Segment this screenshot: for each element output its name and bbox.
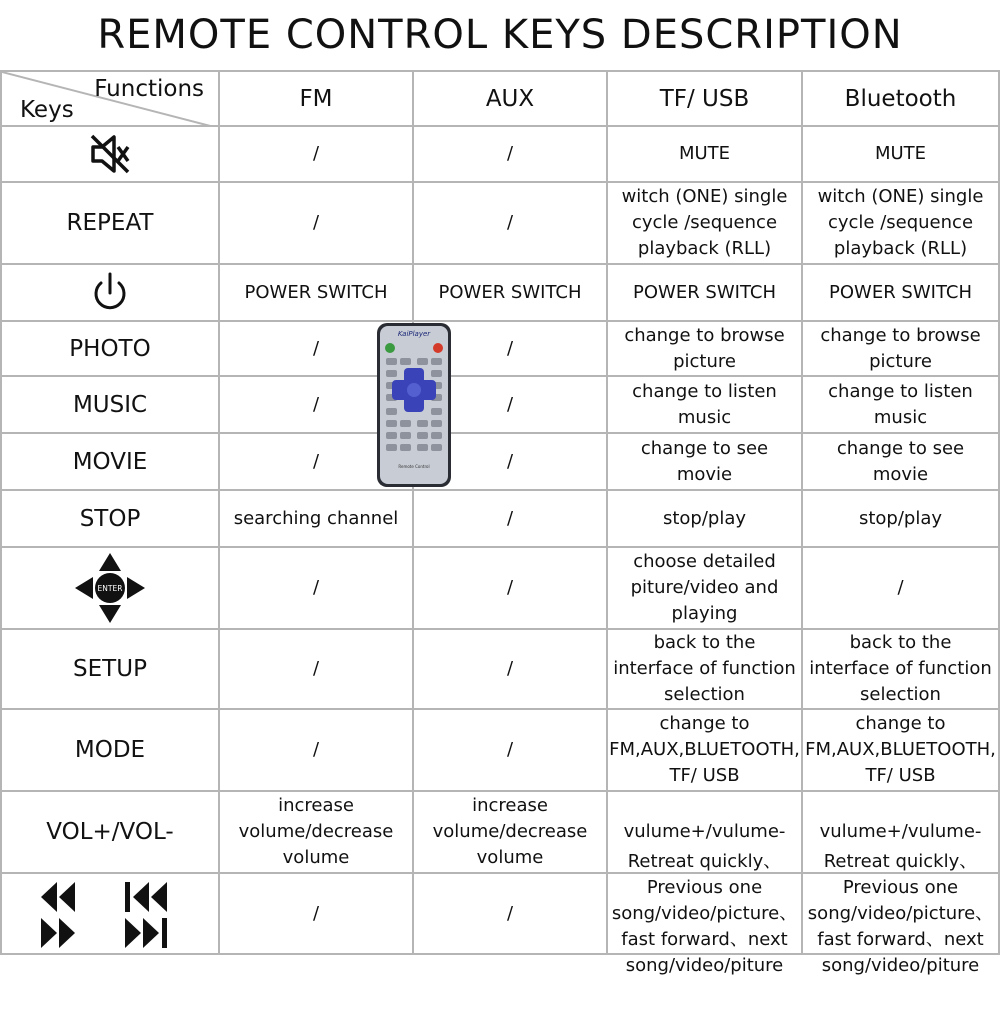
cell-music-tf-usb: change to listen music (608, 377, 803, 434)
key-mute (0, 127, 220, 183)
cell-volume-fm: increase volume/decrease volume (220, 792, 414, 874)
cell-setup-aux: / (414, 630, 608, 710)
cell-stop-fm: searching channel (220, 491, 414, 548)
cell-repeat-tf-usb: witch (ONE) single cycle /sequence playback (RLL) (608, 183, 803, 265)
key-volume: VOL+/VOL- (0, 792, 220, 874)
remote-brand: KaiPlayer (397, 330, 431, 338)
cell-repeat-aux: / (414, 183, 608, 265)
cell-direction-fm: / (220, 548, 414, 630)
cell-volume-aux: increase volume/decrease volume (414, 792, 608, 874)
column-header-fm: FM (220, 70, 414, 127)
cell-photo-aux: / (414, 322, 608, 377)
cell-setup-bluetooth: back to the interface of function selection (803, 630, 1000, 710)
cell-music-aux: / (414, 377, 608, 434)
cell-mute-tf-usb: MUTE (608, 127, 803, 183)
key-repeat: REPEAT (0, 183, 220, 265)
keys-label: Keys (20, 97, 74, 123)
cell-stop-bluetooth: stop/play (803, 491, 1000, 548)
direction-enter-icon (73, 551, 147, 625)
key-music: MUSIC (0, 377, 220, 434)
cell-mode-tf-usb: change to FM,AUX,BLUETOOTH, TF/ USB (608, 710, 803, 792)
cell-movie-aux: / (414, 434, 608, 491)
key-stop: STOP (0, 491, 220, 548)
key-skip-seek (0, 874, 220, 955)
cell-music-fm: / (220, 377, 414, 434)
skip-seek-icons (35, 878, 185, 950)
cell-setup-tf-usb: back to the interface of function selection (608, 630, 803, 710)
cell-power-bluetooth: POWER SWITCH (803, 265, 1000, 322)
cell-mute-fm: / (220, 127, 414, 183)
cell-setup-fm: / (220, 630, 414, 710)
cell-stop-tf-usb: stop/play (608, 491, 803, 548)
cell-photo-tf-usb: change to browse picture (608, 322, 803, 377)
cell-movie-bluetooth: change to see movie (803, 434, 1000, 491)
functions-label: Functions (94, 76, 204, 102)
key-direction-enter (0, 548, 220, 630)
fast-forward-icon (41, 918, 75, 948)
key-photo: PHOTO (0, 322, 220, 377)
cell-mode-fm: / (220, 710, 414, 792)
key-mode: MODE (0, 710, 220, 792)
cell-direction-bluetooth: / (803, 548, 1000, 630)
cell-mute-aux: / (414, 127, 608, 183)
cell-movie-fm: / (220, 434, 414, 491)
cell-skip-tf-usb: Retreat quickly、Previous one song/video/picture、fast forward、next song/video/piture (608, 874, 803, 955)
cell-music-bluetooth: change to listen music (803, 377, 1000, 434)
cell-volume-bluetooth: vulume+/vulume- (803, 792, 1000, 874)
cell-power-aux: POWER SWITCH (414, 265, 608, 322)
header-corner (0, 70, 220, 127)
page-title: REMOTE CONTROL KEYS DESCRIPTION (97, 12, 903, 58)
cell-volume-tf-usb: vulume+/vulume- (608, 792, 803, 874)
mute-icon (88, 132, 132, 176)
enter-label: ENTER (97, 584, 123, 593)
previous-track-icon (125, 882, 167, 912)
cell-mode-bluetooth: change to FM,AUX,BLUETOOTH, TF/ USB (803, 710, 1000, 792)
cell-repeat-bluetooth: witch (ONE) single cycle /sequence playback (RLL) (803, 183, 1000, 265)
cell-direction-aux: / (414, 548, 608, 630)
cell-skip-aux: / (414, 874, 608, 955)
key-setup: SETUP (0, 630, 220, 710)
next-track-icon (125, 918, 167, 948)
remote-control-icon (376, 322, 452, 488)
rewind-icon (41, 882, 75, 912)
remote-caption: Remote Control (398, 464, 430, 469)
cell-repeat-fm: / (220, 183, 414, 265)
cell-skip-bluetooth: Retreat quickly、Previous one song/video/picture、fast forward、next song/video/piture (803, 874, 1000, 955)
cell-skip-fm: / (220, 874, 414, 955)
cell-photo-bluetooth: change to browse picture (803, 322, 1000, 377)
keys-table (0, 70, 1000, 1013)
column-header-bluetooth: Bluetooth (803, 70, 1000, 127)
cell-power-tf-usb: POWER SWITCH (608, 265, 803, 322)
cell-power-fm: POWER SWITCH (220, 265, 414, 322)
key-power (0, 265, 220, 322)
key-movie: MOVIE (0, 434, 220, 491)
cell-movie-tf-usb: change to see movie (608, 434, 803, 491)
cell-mute-bluetooth: MUTE (803, 127, 1000, 183)
cell-photo-fm: / (220, 322, 414, 377)
column-header-tf-usb: TF/ USB (608, 70, 803, 127)
power-icon (90, 271, 130, 315)
cell-mode-aux: / (414, 710, 608, 792)
cell-direction-tf-usb: choose detailed piture/video and playing (608, 548, 803, 630)
column-header-aux: AUX (414, 70, 608, 127)
cell-stop-aux: / (414, 491, 608, 548)
